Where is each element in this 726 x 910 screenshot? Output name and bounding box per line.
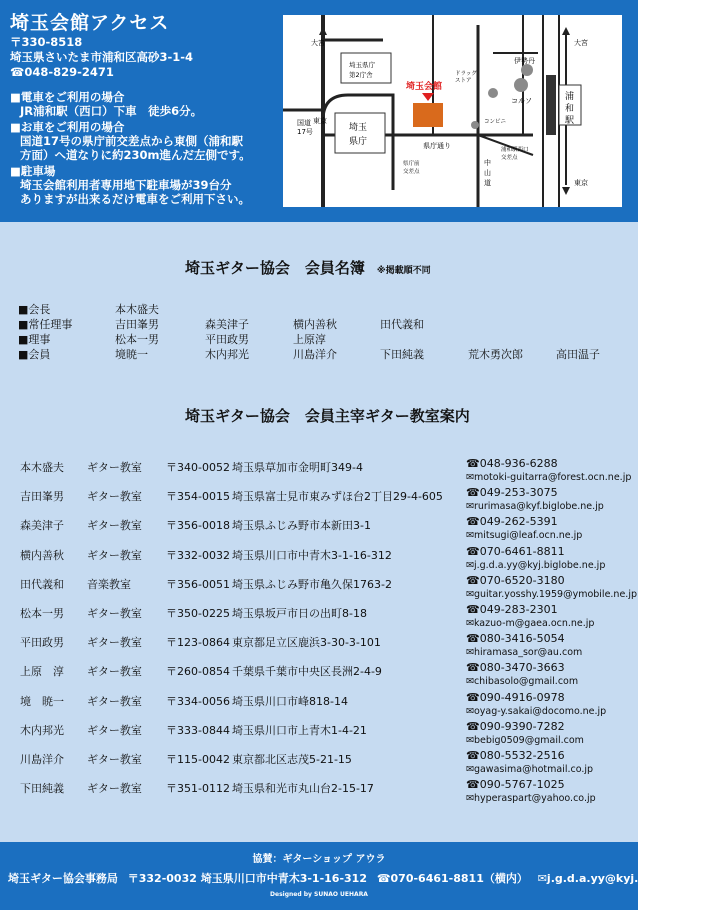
roster-member-name: 本木盛夫 xyxy=(115,303,159,316)
class-row xyxy=(0,749,638,778)
office-tel[interactable]: ☎070-6461-8811（横内） xyxy=(376,872,528,885)
south-arrow-icon xyxy=(562,187,570,195)
map-label-kencho-cross-2: 交差点 xyxy=(403,169,420,175)
class-type: ギター教室 xyxy=(87,636,142,650)
map-label-urawa-cross-2: 交差点 xyxy=(501,155,518,161)
office-name: 埼玉ギター協会事務局 xyxy=(8,872,118,885)
map-label-colsi: コルソ xyxy=(511,97,532,105)
map-label-route17-1: 国道 xyxy=(297,119,311,127)
parking-text-2: ありますが出来るだけ電車をご利用下さい。 xyxy=(20,192,250,206)
map-label-nakasendo-3: 道 xyxy=(484,179,491,187)
class-name: 横内善秋 xyxy=(20,548,64,562)
roster-member-name: 吉田峯男 xyxy=(115,318,159,331)
class-type: ギター教室 xyxy=(87,665,142,679)
class-type: ギター教室 xyxy=(87,490,142,504)
class-name: 下田純義 xyxy=(20,782,64,796)
class-postal: 〒123-0864 xyxy=(166,636,230,650)
access-info xyxy=(10,11,278,206)
roster-member-name: 高田温子 xyxy=(556,348,600,361)
office-email[interactable]: ✉j.g.d.a.yy@kyj.biglobe.ne.jp xyxy=(537,872,720,885)
class-type: ギター教室 xyxy=(87,519,142,533)
class-type: ギター教室 xyxy=(87,753,142,766)
map-drawing xyxy=(283,15,622,207)
map-label-pref-office-2: 県庁 xyxy=(349,137,368,147)
map-label-north-left: 大宮 xyxy=(311,39,325,47)
map-label-convenience: コンビニ xyxy=(484,119,507,125)
class-name: 平田政男 xyxy=(20,636,64,650)
main-panel xyxy=(0,222,638,842)
class-postal: 〒333-0844 xyxy=(166,723,230,737)
class-tel[interactable]: ☎080-3470-3663 xyxy=(466,661,565,675)
class-postal: 〒332-0032 xyxy=(166,548,230,562)
roster-member-name: 木内邦光 xyxy=(205,348,249,361)
class-row xyxy=(0,515,638,544)
access-phone[interactable]: ☎048-829-2471 xyxy=(10,65,114,79)
roster-member-name: 横内善秋 xyxy=(293,318,337,331)
class-row xyxy=(0,778,638,807)
class-email[interactable]: ✉hiramasa_sor@au.com xyxy=(466,647,583,659)
access-map xyxy=(283,15,622,207)
roster-note: ※掲載順不同 xyxy=(376,266,431,276)
class-postal: 〒340-0052 xyxy=(166,461,230,474)
class-tel[interactable]: ☎070-6520-3180 xyxy=(466,573,565,587)
class-row xyxy=(0,632,638,661)
class-email[interactable]: ✉guitar.yosshy.1959@ymobile.ne.jp xyxy=(466,588,637,600)
class-type: ギター教室 xyxy=(87,607,142,620)
class-row xyxy=(0,661,638,690)
class-tel[interactable]: ☎049-262-5391 xyxy=(466,515,558,529)
class-type: 音楽教室 xyxy=(87,577,131,591)
class-name: 田代義和 xyxy=(20,577,64,591)
map-label-venue: 埼玉会館 xyxy=(406,82,443,92)
footer xyxy=(0,842,720,910)
class-postal: 〒115-0042 xyxy=(166,753,230,766)
class-tel[interactable]: ☎080-3416-5054 xyxy=(466,632,565,646)
roster-member-name: 平田政男 xyxy=(205,333,249,346)
drugstore-marker xyxy=(488,88,498,98)
map-label-drugstore-2: ストア xyxy=(455,78,472,84)
class-type: ギター教室 xyxy=(87,694,142,708)
class-address: 東京都北区志茂5-21-15 xyxy=(232,753,352,766)
roster-role: ■会員 xyxy=(18,348,51,361)
class-postal: 〒260-0854 xyxy=(166,665,230,679)
class-postal: 〒354-0015 xyxy=(166,490,230,504)
colsi-marker xyxy=(514,78,528,92)
map-label-pref-bldg2-1: 埼玉県庁 xyxy=(349,61,375,69)
map-label-route17-2: 17号 xyxy=(297,128,313,136)
class-email[interactable]: ✉chibasolo@gmail.com xyxy=(466,676,579,688)
class-address: 埼玉県富士見市東みずほ台2丁目29-4-605 xyxy=(232,490,443,504)
access-banner xyxy=(0,0,638,222)
class-tel[interactable]: ☎049-283-2301 xyxy=(466,603,558,616)
class-row xyxy=(0,574,638,603)
class-type: ギター教室 xyxy=(87,782,142,796)
roster-role: ■理事 xyxy=(18,333,51,346)
map-label-urawa-cross-1: 浦和駅西口 xyxy=(501,147,529,153)
class-address: 埼玉県川口市上青木1-4-21 xyxy=(232,723,367,737)
roster-member-name: 松本一男 xyxy=(115,333,159,346)
office-info xyxy=(8,870,726,886)
class-tel[interactable]: ☎090-4916-0978 xyxy=(466,690,565,704)
roster-member-name: 下田純義 xyxy=(380,348,424,361)
class-name: 吉田峯男 xyxy=(20,490,64,504)
map-label-nakasendo-2: 山 xyxy=(484,169,491,177)
class-tel[interactable]: ☎090-9390-7282 xyxy=(466,719,565,733)
north-arrow-right-icon xyxy=(562,27,570,35)
class-email[interactable]: ✉motoki-guitarra@forest.ocn.ne.jp xyxy=(466,472,632,483)
class-postal: 〒356-0051 xyxy=(166,577,230,591)
class-postal: 〒356-0018 xyxy=(166,519,230,533)
access-postal: 〒330-8518 xyxy=(10,35,83,49)
class-row xyxy=(0,603,638,632)
access-address: 埼玉県さいたま市浦和区高砂3-1-4 xyxy=(10,50,194,64)
map-label-nakasendo-1: 中 xyxy=(484,159,491,167)
class-name: 木内邦光 xyxy=(20,723,64,737)
class-name: 境 暁一 xyxy=(20,694,64,708)
class-email[interactable]: ✉mitsugi@leaf.ocn.ne.jp xyxy=(466,530,583,542)
pref-office-bldg xyxy=(335,113,385,153)
roster-member-name: 田代義和 xyxy=(380,318,424,331)
class-row xyxy=(0,486,638,515)
class-email[interactable]: ✉oyag-y.sakai@docomo.ne.jp xyxy=(466,705,607,717)
class-name: 松本一男 xyxy=(20,607,64,620)
class-postal: 〒351-0112 xyxy=(166,782,230,796)
class-address: 埼玉県ふじみ野市亀久保1763-2 xyxy=(232,577,392,591)
class-name: 森美津子 xyxy=(20,519,64,533)
class-address: 埼玉県和光市丸山台2-15-17 xyxy=(232,782,374,796)
roster-member-name: 上原淳 xyxy=(293,333,326,346)
map-label-urawa-1: 浦 xyxy=(565,92,575,102)
car-text-1: 国道17号の県庁前交差点から東側（浦和駅 xyxy=(20,134,244,148)
roster-member-name: 森美津子 xyxy=(205,318,249,331)
car-heading: ■お車をご利用の場合 xyxy=(10,120,125,134)
train-heading: ■電車をご利用の場合 xyxy=(10,90,125,104)
classes-title: 埼玉ギター協会 会員主宰ギター教室案内 xyxy=(185,407,470,425)
class-type: ギター教室 xyxy=(87,723,142,737)
class-row xyxy=(0,720,638,749)
office-address: 〒332-0032 埼玉県川口市中青木3-1-16-312 xyxy=(127,872,367,885)
class-email[interactable]: ✉j.g.d.a.yy@kyj.biglobe.ne.jp xyxy=(466,559,606,571)
convenience-marker xyxy=(471,121,479,129)
roster-member-name: 川島洋介 xyxy=(293,348,337,361)
parking-heading: ■駐車場 xyxy=(10,164,56,178)
class-tel[interactable]: ☎049-253-3075 xyxy=(466,486,558,500)
map-label-south: 東京 xyxy=(574,179,588,187)
train-text: JR浦和駅（西口）下車 徒歩6分。 xyxy=(20,104,203,118)
class-address: 埼玉県川口市峰818-14 xyxy=(232,694,348,708)
map-label-north-right: 大宮 xyxy=(574,39,588,47)
map-label-pref-office-1: 埼玉 xyxy=(349,123,368,133)
roster-role: ■常任理事 xyxy=(18,318,73,331)
roster-role: ■会長 xyxy=(18,303,51,316)
map-label-drugstore-1: ドラッグ xyxy=(455,71,477,77)
class-email[interactable]: ✉hyperaspart@yahoo.co.jp xyxy=(466,793,596,805)
class-postal: 〒334-0056 xyxy=(166,694,230,708)
class-email[interactable]: ✉kazuo-m@gaea.ocn.ne.jp xyxy=(466,618,595,629)
class-address: 埼玉県川口市中青木3-1-16-312 xyxy=(232,548,392,562)
class-address: 埼玉県草加市金明町349-4 xyxy=(232,461,363,474)
class-name: 本木盛夫 xyxy=(20,461,64,474)
class-type: ギター教室 xyxy=(87,461,142,474)
class-row xyxy=(0,545,638,574)
roster-title xyxy=(185,257,431,278)
isetan-marker xyxy=(521,64,533,76)
map-label-pref-bldg2-2: 第2庁舎 xyxy=(349,71,373,79)
class-email[interactable]: ✉rurimasa@kyf.biglobe.ne.jp xyxy=(466,501,604,513)
class-name: 上原 淳 xyxy=(20,665,64,679)
access-title: 埼玉会館アクセス xyxy=(10,12,170,34)
class-row xyxy=(0,457,638,486)
parking-text-1: 埼玉会館利用者専用地下駐車場が39台分 xyxy=(20,178,232,192)
class-type: ギター教室 xyxy=(87,548,142,562)
car-text-2: 方面）へ道なりに約230m進んだ左側です。 xyxy=(20,148,251,162)
map-label-urawa-3: 駅 xyxy=(565,116,575,126)
map-label-urawa-2: 和 xyxy=(565,104,575,114)
roster-member-name: 境暁一 xyxy=(115,348,148,361)
class-postal: 〒350-0225 xyxy=(166,607,230,620)
class-address: 埼玉県ふじみ野市本新田3-1 xyxy=(232,519,371,533)
map-label-isetan: 伊勢丹 xyxy=(514,57,535,65)
station-building xyxy=(546,75,556,135)
roster-title-text: 埼玉ギター協会 会員名簿 xyxy=(185,259,365,277)
class-email[interactable]: ✉bebig0509@gmail.com xyxy=(466,734,584,746)
venue-building xyxy=(413,103,443,127)
map-label-kencho-cross-1: 県庁前 xyxy=(403,161,420,167)
map-label-tokyo-left: 東京 xyxy=(313,117,327,125)
class-tel[interactable]: ☎080-5532-2516 xyxy=(466,749,565,762)
class-tel[interactable]: ☎090-5767-1025 xyxy=(466,778,565,792)
map-label-kencho-street: 県庁通り xyxy=(423,142,451,150)
roster-member-name: 荒木勇次郎 xyxy=(468,348,523,361)
north-arrow-left-icon xyxy=(319,27,327,35)
class-address: 東京都足立区鹿浜3-30-3-101 xyxy=(232,636,381,650)
class-address: 埼玉県坂戸市日の出町8-18 xyxy=(232,607,367,620)
class-address: 千葉県千葉市中央区長洲2-4-9 xyxy=(232,665,382,679)
class-row xyxy=(0,691,638,720)
class-tel[interactable]: ☎048-936-6288 xyxy=(466,457,558,470)
sponsor-text: 協賛：ギターショップ アウラ xyxy=(252,854,386,865)
class-name: 川島洋介 xyxy=(20,753,64,766)
class-tel[interactable]: ☎070-6461-8811 xyxy=(466,544,565,558)
class-email[interactable]: ✉gawasima@hotmail.co.jp xyxy=(466,764,594,775)
designer-credit: Designed by SUNAO UEHARA xyxy=(270,891,368,898)
